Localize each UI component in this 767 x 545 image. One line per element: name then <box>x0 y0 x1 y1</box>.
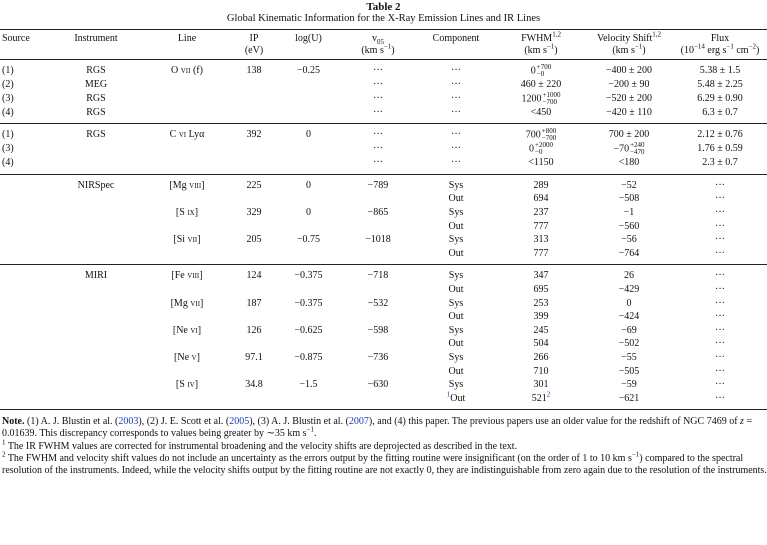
cell-fwhm: 253 <box>533 297 549 309</box>
table-row <box>0 247 767 265</box>
cell-fwhm: 245 <box>533 324 549 336</box>
cell-component: Out <box>448 311 464 323</box>
cell-line <box>142 310 232 324</box>
cell-logu: −0.875 <box>294 351 323 363</box>
table-caption <box>0 1 767 25</box>
cell-v05 <box>341 365 415 379</box>
cell-v05 <box>341 392 415 410</box>
cell-source <box>0 324 50 338</box>
cell-v05: ··· <box>373 65 383 77</box>
cell-logu <box>276 106 341 124</box>
cell-source <box>0 174 50 192</box>
cell-component: $^1$Out <box>446 390 466 404</box>
cell-v05: ··· <box>373 79 383 90</box>
cell-component: ··· <box>451 143 461 155</box>
cell-source <box>0 247 50 265</box>
cell-instrument <box>50 206 142 220</box>
cell-flux: 2.12 ± 0.76 <box>697 129 743 141</box>
cell-velocity-shift: −764 <box>618 247 640 259</box>
cell-logu: −0.625 <box>294 324 323 336</box>
cell-velocity-shift: −70 +240 −470 <box>613 141 645 157</box>
cell-component: Out <box>448 338 464 350</box>
cell-v05: ··· <box>373 106 383 118</box>
cell-velocity-shift: −424 <box>618 311 640 323</box>
table-row <box>0 192 767 206</box>
cell-source <box>0 220 50 234</box>
table-row <box>0 174 767 192</box>
cell-velocity-shift: −69 <box>621 324 637 336</box>
cell-instrument: RGS <box>86 65 106 77</box>
cell-fwhm: 399 <box>533 311 549 323</box>
cell-flux: ··· <box>715 351 725 363</box>
cell-component: Sys <box>448 270 464 282</box>
table-row <box>0 310 767 324</box>
cell-flux: ··· <box>715 283 725 295</box>
cell-velocity-shift: −520 ± 200 <box>605 92 653 104</box>
cell-ip: 138 <box>246 65 262 77</box>
cell-velocity-shift: <180 <box>618 157 640 169</box>
cell-line: O vii (f) <box>171 65 203 77</box>
cell-fwhm: $521^2$ <box>531 390 551 404</box>
cell-source <box>0 310 50 324</box>
cell-v05: ··· <box>373 143 383 155</box>
cell-component: Out <box>448 283 464 295</box>
cell-v05: −598 <box>367 324 389 336</box>
cell-line <box>142 247 232 265</box>
cell-velocity-shift: −560 <box>618 220 640 232</box>
cell-fwhm: 289 <box>533 179 549 191</box>
cell-source: (1) <box>2 65 14 77</box>
cell-v05 <box>341 192 415 206</box>
cell-instrument <box>50 233 142 247</box>
cell-ip <box>232 365 276 379</box>
cell-line: [Si vii] <box>173 234 201 246</box>
cell-component: Out <box>448 365 464 377</box>
cell-source: (3) <box>2 92 14 104</box>
cell-instrument <box>50 247 142 265</box>
cell-ip: 126 <box>246 324 262 336</box>
table-title: Global Kinematic Information for the X-Ray Emission Lines and IR Lines <box>226 13 541 24</box>
table-row <box>0 351 767 365</box>
cell-logu <box>276 78 341 92</box>
cell-line: [Fe viii] <box>171 270 203 282</box>
cell-ip <box>232 78 276 92</box>
cell-fwhm: 266 <box>533 351 549 363</box>
vshift-error-stack: +240 −470 <box>630 141 645 157</box>
cell-source <box>0 192 50 206</box>
cell-line <box>142 283 232 297</box>
cell-component: ··· <box>451 79 461 90</box>
cell-fwhm: 301 <box>533 379 549 391</box>
cell-line <box>142 106 232 124</box>
fwhm-error-stack: +800 −700 <box>541 127 557 143</box>
cell-flux: ··· <box>715 379 725 391</box>
cell-component: Sys <box>448 234 464 246</box>
cell-source: (4) <box>2 157 14 169</box>
cell-source: (4) <box>2 106 14 118</box>
cell-instrument <box>50 297 142 311</box>
ref-link-2005[interactable]: 2005 <box>229 416 250 428</box>
cell-component: Sys <box>448 297 464 309</box>
group-miri <box>0 265 767 410</box>
cell-ip <box>232 192 276 206</box>
cell-flux: ··· <box>715 338 725 350</box>
cell-fwhm: <1150 <box>528 157 554 169</box>
cell-ip: 187 <box>246 297 262 309</box>
cell-velocity-shift: −400 ± 200 <box>605 65 653 77</box>
cell-line <box>142 156 232 174</box>
cell-fwhm: 313 <box>533 234 549 246</box>
cell-velocity-shift: −56 <box>621 234 637 246</box>
cell-source <box>0 265 50 283</box>
cell-flux: ··· <box>715 270 725 282</box>
cell-fwhm: 694 <box>533 193 549 205</box>
cell-v05 <box>341 247 415 265</box>
cell-ip: 124 <box>246 270 262 282</box>
cell-velocity-shift: 26 <box>624 270 634 282</box>
cell-component: Out <box>448 220 464 232</box>
cell-v05: −865 <box>367 206 389 218</box>
col-velocity-shift: Velocity Shift$^{1,2}$ (km $s^{-1}$) <box>596 30 662 56</box>
table-label: Table 2 <box>366 1 401 13</box>
cell-ip: 205 <box>246 234 262 246</box>
cell-instrument <box>50 310 142 324</box>
cell-ip <box>232 310 276 324</box>
table-row <box>0 233 767 247</box>
cell-source <box>0 392 50 410</box>
cell-fwhm: 237 <box>533 206 549 218</box>
group-nirspec <box>0 174 767 265</box>
cell-instrument: MEG <box>84 79 108 90</box>
table-notes <box>0 416 767 477</box>
cell-flux: ··· <box>715 234 725 246</box>
cell-velocity-shift: −505 <box>618 365 640 377</box>
cell-instrument: RGS <box>86 92 106 104</box>
cell-flux: ··· <box>715 179 725 191</box>
cell-ip: 225 <box>246 179 262 191</box>
cell-flux: 6.29 ± 0.90 <box>697 92 743 104</box>
table-row <box>0 265 767 283</box>
cell-source <box>0 365 50 379</box>
cell-velocity-shift: −508 <box>618 193 640 205</box>
cell-line: [S iv] <box>175 379 199 391</box>
note-paragraph: Note. (1) A. J. Blustin et al. (2003), (2) J. E. Scott et al. (2005), (3) A. J. Blustin et al. (2007), and (4) this paper. The previous papers use an older value for the redshift of NGC 7469 of z = 0.01639. This discrepancy corresponds to values being greater by ∼35 km $s^{-1}$. <box>2 416 753 440</box>
cell-ip: 34.8 <box>245 379 263 391</box>
cell-velocity-shift: −1 <box>623 206 635 218</box>
col-fwhm: FWHM$^{1,2}$ (km $s^{-1}$) <box>521 30 561 56</box>
cell-ip: 97.1 <box>245 351 263 363</box>
group-c6 <box>0 124 767 175</box>
cell-logu: −1.5 <box>299 379 318 391</box>
cell-flux: ··· <box>715 193 725 205</box>
cell-logu <box>276 192 341 206</box>
cell-velocity-shift: 0 <box>626 297 632 309</box>
cell-fwhm: 710 <box>533 365 549 377</box>
cell-ip: 329 <box>246 206 262 218</box>
cell-ip <box>232 106 276 124</box>
cell-velocity-shift: −502 <box>618 338 640 350</box>
cell-v05: ··· <box>373 92 383 104</box>
cell-flux: ··· <box>715 220 725 232</box>
cell-source <box>0 283 50 297</box>
cell-source <box>0 337 50 351</box>
cell-instrument <box>50 220 142 234</box>
cell-line <box>142 92 232 106</box>
col-instrument: Instrument <box>74 33 118 44</box>
col-line: Line <box>177 33 197 44</box>
table-row <box>0 206 767 220</box>
cell-source <box>0 206 50 220</box>
cell-v05: −1018 <box>365 234 391 246</box>
cell-component: Out <box>448 247 464 259</box>
cell-velocity-shift: −200 ± 90 <box>608 79 650 90</box>
table-row <box>0 156 767 174</box>
table-row <box>0 297 767 311</box>
table-row <box>0 78 767 92</box>
ref-link-2003[interactable]: 2003 <box>118 416 139 428</box>
cell-v05 <box>341 220 415 234</box>
cell-fwhm: 700 +800 −700 <box>525 127 557 143</box>
table-row <box>0 142 767 156</box>
col-ip: IP (eV) <box>244 33 264 56</box>
cell-logu <box>276 337 341 351</box>
cell-line: C vi Lyα <box>169 129 205 141</box>
cell-velocity-shift: −621 <box>618 392 640 404</box>
cell-velocity-shift: −420 ± 110 <box>606 106 652 118</box>
cell-instrument <box>50 324 142 338</box>
col-v05: $v_{05}$ (km $s^{-1}$) <box>361 33 395 56</box>
table-row <box>0 220 767 234</box>
cell-fwhm: <450 <box>530 106 552 118</box>
cell-instrument <box>50 337 142 351</box>
header-row <box>0 30 767 60</box>
cell-logu: −0.375 <box>294 270 323 282</box>
cell-logu <box>276 247 341 265</box>
cell-flux: 5.38 ± 1.5 <box>699 65 741 77</box>
cell-logu <box>276 142 341 156</box>
cell-component: Sys <box>448 379 464 391</box>
cell-component: ··· <box>451 129 461 141</box>
cell-line <box>142 78 232 92</box>
cell-component: Sys <box>448 351 464 363</box>
cell-instrument: MIRI <box>84 270 108 282</box>
cell-fwhm: 777 <box>533 247 549 259</box>
cell-source <box>0 233 50 247</box>
table-row <box>0 392 767 410</box>
table-row <box>0 283 767 297</box>
cell-line <box>142 392 232 410</box>
cell-flux: ··· <box>715 297 725 309</box>
cell-ip <box>232 337 276 351</box>
cell-flux: 6.3 ± 0.7 <box>702 106 738 118</box>
cell-instrument <box>50 351 142 365</box>
cell-instrument <box>50 156 142 174</box>
cell-v05: −630 <box>367 379 389 391</box>
cell-ip <box>232 247 276 265</box>
cell-instrument: RGS <box>86 106 106 118</box>
footnote-1: $^1$ The IR FWHM values are corrected for instrumental broadening and the velocity shifts are deprojected as described in the text. <box>2 438 518 452</box>
col-flux: Flux ($10^{-14}$ erg $s^{-1}$ $cm^{-2}$) <box>680 33 760 56</box>
cell-source: (3) <box>2 143 14 155</box>
cell-logu: −0.75 <box>296 234 321 246</box>
footnote-2: $^2$ The FWHM and velocity shift values do not include an uncertainty as the errors output by the fitting routine were insignificant (on the order of 1 to 10 km $s^{-1}$) compared to the spectral resolution of the instruments. Indeed, while the velocity shifts output by the fitting routine are not exactly 0, they are indistinguishable from zero again due to the resolution of the instruments. <box>2 450 767 477</box>
cell-source: (2) <box>2 79 14 90</box>
cell-fwhm: 504 <box>533 338 549 350</box>
cell-fwhm: 695 <box>533 283 549 295</box>
cell-line <box>142 192 232 206</box>
cell-velocity-shift: −429 <box>618 283 640 295</box>
cell-fwhm: 0 +2000 −0 <box>529 141 553 157</box>
cell-logu: −0.375 <box>294 297 323 309</box>
cell-v05 <box>341 310 415 324</box>
cell-v05: −789 <box>367 179 389 191</box>
cell-v05 <box>341 337 415 351</box>
cell-line <box>142 337 232 351</box>
cell-flux: ··· <box>715 365 725 377</box>
col-component: Component <box>432 33 480 44</box>
cell-velocity-shift: −55 <box>621 351 637 363</box>
cell-ip: 392 <box>246 129 262 141</box>
cell-logu <box>276 365 341 379</box>
cell-logu: 0 <box>306 179 311 191</box>
cell-line <box>142 220 232 234</box>
table-row <box>0 124 767 143</box>
group-o7 <box>0 60 767 124</box>
cell-logu: 0 <box>306 129 311 141</box>
cell-fwhm: 777 <box>533 220 549 232</box>
cell-component: Sys <box>448 324 464 336</box>
cell-flux: ··· <box>715 206 725 218</box>
col-logu: log(U) <box>295 33 322 44</box>
cell-fwhm: 0 +700 −0 <box>530 63 552 78</box>
cell-component: ··· <box>451 106 461 118</box>
cell-component: Sys <box>448 206 464 218</box>
cell-flux: ··· <box>715 392 725 404</box>
cell-v05 <box>341 283 415 297</box>
cell-v05: −718 <box>367 270 389 282</box>
cell-logu <box>276 156 341 174</box>
cell-flux: 2.3 ± 0.7 <box>702 157 738 169</box>
cell-component: Sys <box>448 179 464 191</box>
cell-logu <box>276 92 341 106</box>
cell-ip <box>232 283 276 297</box>
cell-instrument <box>50 392 142 410</box>
fwhm-error-stack: +700 −0 <box>536 63 552 78</box>
cell-instrument: NIRSpec <box>77 179 115 191</box>
cell-instrument <box>50 283 142 297</box>
table-row <box>0 365 767 379</box>
cell-source: (1) <box>2 129 14 141</box>
cell-component: ··· <box>451 157 461 169</box>
cell-source <box>0 378 50 392</box>
table-row <box>0 60 767 79</box>
kinematics-table <box>0 29 767 410</box>
cell-ip <box>232 142 276 156</box>
cell-flux: ··· <box>715 247 725 259</box>
table-row <box>0 378 767 392</box>
table-row <box>0 337 767 351</box>
cell-velocity-shift: 700 ± 200 <box>608 129 650 141</box>
cell-v05: ··· <box>373 157 383 169</box>
cell-v05: −736 <box>367 351 389 363</box>
cell-instrument <box>50 142 142 156</box>
cell-logu <box>276 220 341 234</box>
cell-flux: 5.48 ± 2.25 <box>697 79 743 90</box>
cell-line: [Mg vii] <box>170 297 204 309</box>
table-row <box>0 92 767 106</box>
cell-ip <box>232 220 276 234</box>
cell-fwhm: 1200 +1000 −700 <box>521 90 561 106</box>
cell-ip <box>232 92 276 106</box>
col-source: Source <box>2 33 30 44</box>
cell-velocity-shift: −59 <box>621 379 637 391</box>
cell-logu <box>276 283 341 297</box>
cell-fwhm: 347 <box>533 270 549 282</box>
fwhm-error-stack: +2000 −0 <box>535 141 553 157</box>
cell-fwhm: 460 ± 220 <box>520 79 562 90</box>
cell-instrument <box>50 365 142 379</box>
cell-logu <box>276 310 341 324</box>
cell-line: [Ne vi] <box>172 324 202 336</box>
cell-line: [S ix] <box>175 206 199 218</box>
cell-instrument <box>50 378 142 392</box>
cell-flux: ··· <box>715 324 725 336</box>
cell-logu: 0 <box>306 206 311 218</box>
cell-component: Out <box>448 193 464 205</box>
cell-instrument <box>50 192 142 206</box>
cell-logu: −0.25 <box>296 65 321 77</box>
cell-v05: ··· <box>373 129 383 141</box>
cell-component: ··· <box>451 65 461 77</box>
cell-logu <box>276 392 341 410</box>
cell-line: [Mg viii] <box>169 179 205 191</box>
cell-source <box>0 351 50 365</box>
cell-component: ··· <box>451 92 461 104</box>
cell-v05: −532 <box>367 297 389 309</box>
cell-velocity-shift: −52 <box>621 179 637 191</box>
cell-ip <box>232 156 276 174</box>
cell-source <box>0 297 50 311</box>
ref-link-2007[interactable]: 2007 <box>348 416 369 428</box>
table-row <box>0 324 767 338</box>
cell-ip <box>232 392 276 410</box>
fwhm-error-stack: +1000 −700 <box>542 90 561 106</box>
cell-line <box>142 365 232 379</box>
table-row <box>0 106 767 124</box>
cell-flux: ··· <box>715 311 725 323</box>
cell-line: [Ne v] <box>174 351 200 363</box>
cell-instrument: RGS <box>86 129 106 141</box>
cell-flux: 1.76 ± 0.59 <box>697 143 743 155</box>
cell-line <box>142 142 232 156</box>
